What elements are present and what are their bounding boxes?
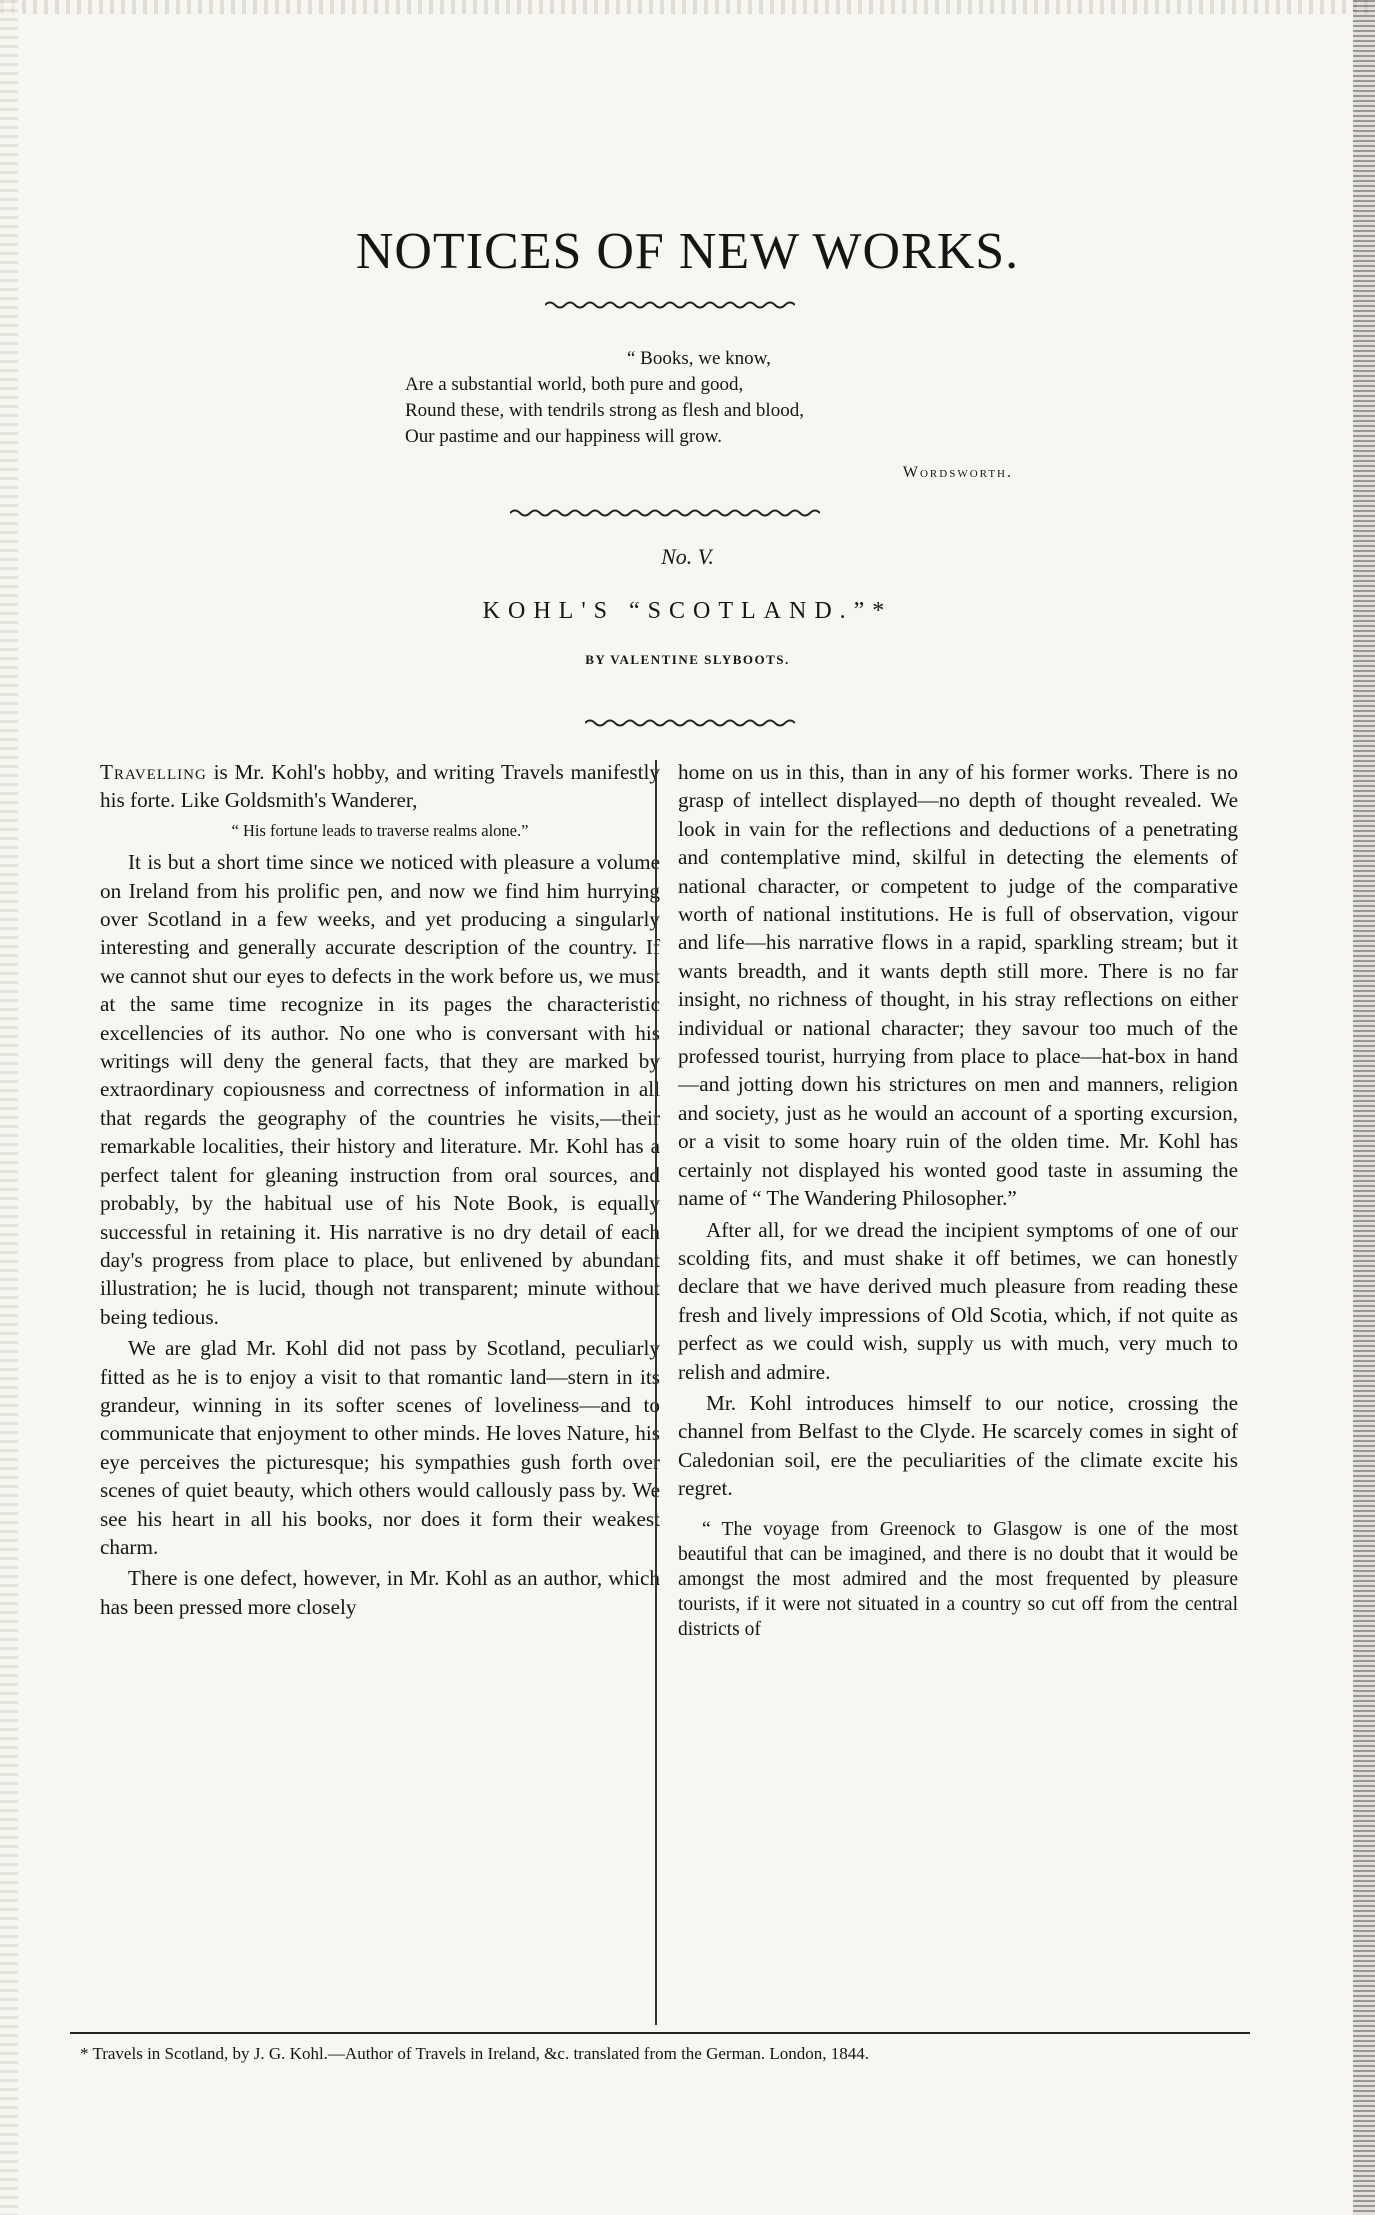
footnote: * Travels in Scotland, by J. G. Kohl.—Author of Travels in Ireland, &c. translated from the German. London, 1844.	[80, 2044, 869, 2063]
paragraph: Mr. Kohl introduces himself to our notice, crossing the channel from Belfast to the Clyde. He scarcely comes in sight of Caledonian soil, ere the peculiarities of the climate excite his regret.	[678, 1390, 1238, 1501]
paragraph: After all, for we dread the incipient symptoms of one of our scolding fits, and must shake it off betimes, we can honestly declare that we have derived much pleasure from reading these fresh and lively impressions of Old Scotia, which, if not quite as perfect as we could wish, supply us with much, very much to relish and admire.	[678, 1217, 1238, 1384]
ornamental-rule-top	[545, 300, 795, 310]
scan-edge-left	[0, 0, 18, 2215]
ornamental-rule-bottom	[585, 718, 795, 728]
article-byline: BY VALENTINE SLYBOOTS.	[585, 652, 790, 667]
article-title: KOHL'S “SCOTLAND.”*	[482, 598, 893, 624]
paragraph: We are glad Mr. Kohl did not pass by Scotland, peculiarly fitted as he is to enjoy a visit to that romantic land—stern in its grandeur, winning in its softer scenes of loveliness—and to communicate that enjoyment to other minds. He loves Nature, his eye perceives the picturesque; his sympathies gush forth over scenes of quiet beauty, which others would callously pass by. We see his heart in all his books, nor does it form their weakest charm.	[100, 1336, 660, 1559]
column-divider	[655, 760, 657, 2025]
epigraph-line: “ Books, we know,	[627, 348, 771, 369]
ornamental-rule-middle	[510, 508, 820, 518]
right-column	[678, 758, 1238, 2028]
scan-edge-top	[0, 0, 1375, 14]
paragraph: It is but a short time since we noticed with pleasure a volume on Ireland from his prolific pen, and now we find him hurrying over Scotland in a few weeks, and yet producing a singularly interesting and generally accurate description of the country. If we cannot shut our eyes to defects in the work before us, we must at the same time recognize in its pages the characteristic excellencies of its author. No one who is conversant with his writings will deny the general facts, that they are marked by extraordinary copiousness and correctness of information in all that regards the geography of the countries he visits,—their remarkable localities, their history and literature. Mr. Kohl has a perfect talent for gleaning instruction from oral sources, and probably, by the habitual use of his Note Book, is equally successful in retaining it. His narrative is no dry detail of each day's progress from place to place, but enlivened by abundant illustration; he is lucid, though not transparent; minute without being tedious.	[100, 850, 660, 1329]
footnote-rule	[70, 2032, 1250, 2034]
lead-word: Travelling	[100, 760, 207, 784]
epigraph-author: Wordsworth.	[902, 464, 1013, 481]
epigraph-line: Are a substantial world, both pure and good,	[405, 374, 744, 395]
paragraph: There is one defect, however, in Mr. Kohl as an author, which has been pressed more closely	[100, 1566, 660, 1619]
paragraph-text: is Mr. Kohl's hobby, and writing Travels manifestly his forte. Like Goldsmith's Wanderer,	[100, 760, 660, 813]
paragraph	[100, 758, 660, 815]
scan-edge-right	[1353, 0, 1375, 2215]
block-quote: “ The voyage from Greenock to Glasgow is one of the most beautiful that can be imagined, and there is no doubt that it would be amongst the most admired and the most frequented by pleasure tourists, if it were not situated in a country so cut off from the central districts of	[678, 1518, 1238, 1640]
paragraph: home on us in this, than in any of his former works. There is no grasp of intellect displayed—no depth of thought revealed. We look in vain for the reflections and deductions of a penetrating and contemplative mind, skilful in detecting the elements of national character, or competent to judge of the comparative worth of national institutions. He is full of observation, vigour and life—his narrative flows in a rapid, sparkling stream; but it wants breadth, and it wants depth still more. There is no far insight, no richness of thought, in his stray reflections on either individual or national character; they savour too much of the professed tourist, hurrying from place to place—hat-box in hand—and jotting down his strictures on men and manners, religion and society, just as he would an account of a sporting excursion, or a visit to some hoary ruin of the olden time. Mr. Kohl has certainly not displayed his wonted good taste in assuming the name of “ The Wandering Philosopher.”	[678, 760, 1238, 1211]
epigraph-line: Round these, with tendrils strong as flesh and blood,	[405, 400, 804, 421]
epigraph	[405, 346, 1025, 486]
left-column	[100, 758, 660, 2028]
article-number: No. V.	[661, 544, 714, 569]
verse-quote: “ His fortune leads to traverse realms alone.”	[231, 820, 529, 840]
epigraph-line: Our pastime and our happiness will grow.	[405, 426, 722, 447]
masthead-title: NOTICES OF NEW WORKS.	[355, 223, 1020, 280]
